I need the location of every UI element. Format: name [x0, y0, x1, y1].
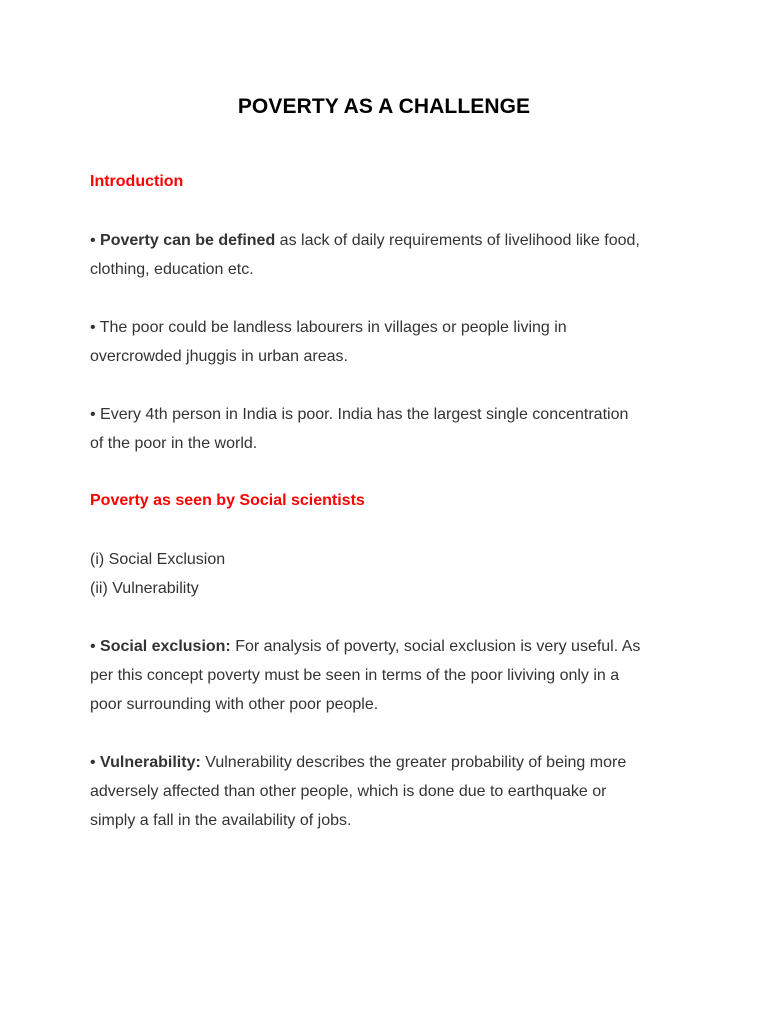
paragraph-line: poor surrounding with other poor people.: [90, 696, 379, 713]
text-run: as lack of daily requirements of livelihood like food,: [275, 232, 640, 249]
paragraph-line: • The poor could be landless labourers in villages or people living in: [90, 319, 567, 336]
paragraph-line: • Every 4th person in India is poor. India has the largest single concentration: [90, 406, 629, 423]
list-dimensions: [90, 545, 690, 603]
text-run: Vulnerability describes the greater probability of being more: [200, 754, 627, 771]
list-item: (i) Social Exclusion: [90, 551, 226, 568]
paragraph-india-poverty: [90, 400, 690, 458]
paragraph-line: [90, 748, 690, 777]
paragraph-line: [90, 632, 690, 661]
bold-term: Poverty can be defined: [100, 232, 276, 249]
paragraph-line: overcrowded jhuggis in urban areas.: [90, 348, 348, 365]
paragraph-line: simply a fall in the availability of jobs.: [90, 812, 352, 829]
paragraph-line: per this concept poverty must be seen in terms of the poor liviving only in a: [90, 667, 620, 684]
bold-term: Social exclusion:: [100, 638, 231, 655]
paragraph-poor-labourers: [90, 313, 690, 371]
paragraph-line: of the poor in the world.: [90, 435, 258, 452]
text-run: For analysis of poverty, social exclusion is very useful. As: [230, 638, 641, 655]
bullet: •: [90, 754, 101, 771]
bullet: •: [90, 232, 101, 249]
bold-term: Vulnerability:: [100, 754, 201, 771]
paragraph-social-exclusion: [90, 632, 690, 719]
section-heading-social-scientists: Poverty as seen by Social scientists: [90, 492, 365, 509]
paragraph-line: [90, 226, 690, 255]
paragraph-line: clothing, education etc.: [90, 261, 254, 278]
paragraph-line: adversely affected than other people, which is done due to earthquake or: [90, 783, 607, 800]
paragraph-poverty-definition: [90, 226, 690, 284]
section-heading-introduction: Introduction: [90, 173, 184, 190]
list-item: (ii) Vulnerability: [90, 580, 199, 597]
page-title: POVERTY AS A CHALLENGE: [237, 95, 531, 118]
bullet: •: [90, 638, 101, 655]
paragraph-vulnerability: [90, 748, 690, 835]
